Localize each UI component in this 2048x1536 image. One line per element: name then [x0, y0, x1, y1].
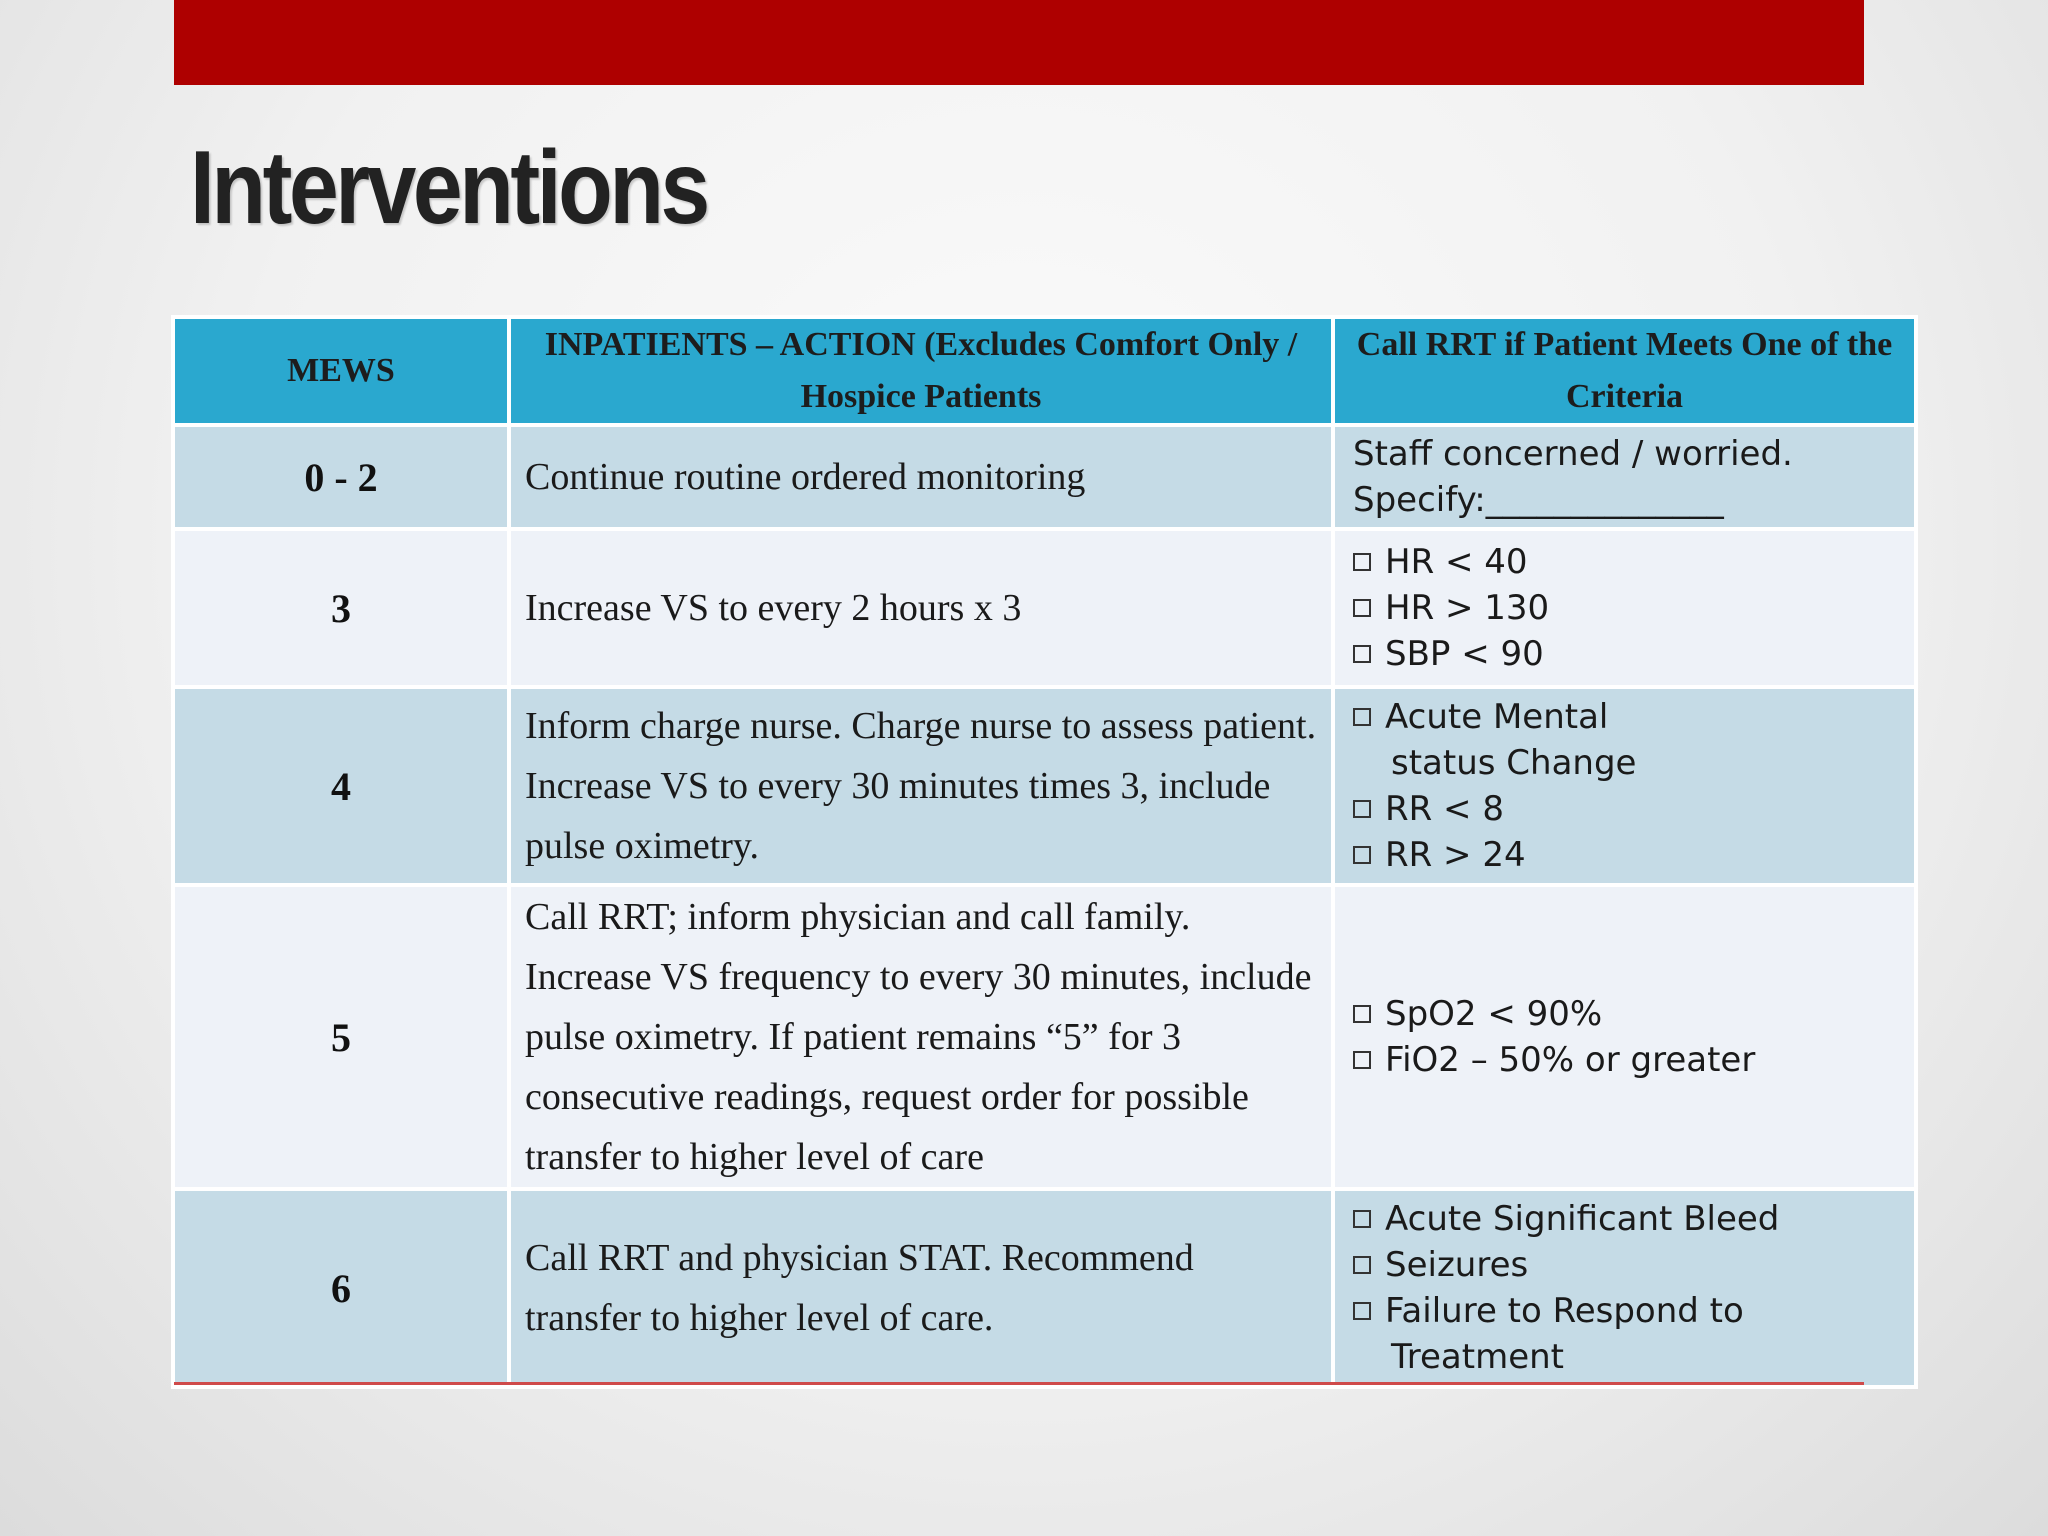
- mews-score: 4: [173, 687, 509, 885]
- checkbox-icon: [1353, 1210, 1371, 1228]
- table-row: [173, 1189, 1916, 1387]
- mews-interventions-table: [171, 315, 1918, 1389]
- action-text: Increase VS to every 2 hours x 3: [509, 529, 1333, 687]
- criteria-label: SBP < 90: [1385, 634, 1544, 674]
- header-action: INPATIENTS – ACTION (Excludes Comfort Only / Hospice Patients: [509, 317, 1333, 425]
- header-mews: MEWS: [173, 317, 509, 425]
- criteria-label: FiO2 – 50% or greater: [1385, 1040, 1756, 1080]
- criteria-label: Failure to Respond to Treatment: [1385, 1291, 1744, 1377]
- checkbox-icon: [1353, 553, 1371, 571]
- criteria-item: [1353, 1288, 1831, 1380]
- top-accent-bar: [174, 0, 1864, 85]
- criteria-label: Seizures: [1385, 1245, 1529, 1285]
- criteria-item: [1353, 631, 1904, 677]
- table-row: [173, 687, 1916, 885]
- checkbox-icon: [1353, 1051, 1371, 1069]
- table-row: [173, 529, 1916, 687]
- criteria-list: [1333, 687, 1916, 885]
- checkbox-icon: [1353, 800, 1371, 818]
- criteria-item: [1353, 1242, 1904, 1288]
- checkbox-icon: [1353, 708, 1371, 726]
- criteria-item: [1353, 585, 1904, 631]
- checkbox-icon: [1353, 599, 1371, 617]
- checkbox-icon: [1353, 1302, 1371, 1320]
- mews-score: 6: [173, 1189, 509, 1387]
- criteria-item: [1353, 539, 1904, 585]
- criteria-label: HR > 130: [1385, 588, 1550, 628]
- checkbox-icon: [1353, 1005, 1371, 1023]
- criteria-item: [1353, 694, 1691, 786]
- mews-score: 3: [173, 529, 509, 687]
- criteria-item: [1353, 1037, 1904, 1083]
- criteria-label: HR < 40: [1385, 542, 1528, 582]
- criteria-item: [1353, 1196, 1904, 1242]
- slide-title: Interventions: [190, 130, 707, 246]
- criteria-item: [1353, 991, 1904, 1037]
- action-text: Call RRT; inform physician and call family. Increase VS frequency to every 30 minutes, include pulse oximetry. If patient remains “5” for 3 consecutive readings, request order for possible transfer to higher level of care: [509, 885, 1333, 1189]
- table-row: [173, 885, 1916, 1189]
- criteria-item: [1353, 786, 1904, 832]
- mews-score: 5: [173, 885, 509, 1189]
- action-text: Inform charge nurse. Charge nurse to assess patient. Increase VS to every 30 minutes times 3, include pulse oximetry.: [509, 687, 1333, 885]
- criteria-text: Staff concerned / worried. Specify:______________: [1333, 425, 1916, 529]
- criteria-label: Acute Mental status Change: [1385, 697, 1637, 783]
- criteria-label: RR < 8: [1385, 789, 1504, 829]
- action-text: Continue routine ordered monitoring: [509, 425, 1333, 529]
- header-criteria: Call RRT if Patient Meets One of the Criteria: [1333, 317, 1916, 425]
- criteria-list: [1333, 529, 1916, 687]
- table-header-row: [173, 317, 1916, 425]
- criteria-label: Acute Significant Bleed: [1385, 1199, 1780, 1239]
- checkbox-icon: [1353, 645, 1371, 663]
- criteria-item: [1353, 832, 1904, 878]
- criteria-list: [1333, 1189, 1916, 1387]
- criteria-list: [1333, 885, 1916, 1189]
- criteria-label: RR > 24: [1385, 835, 1526, 875]
- table-row: [173, 425, 1916, 529]
- mews-score: 0 - 2: [173, 425, 509, 529]
- action-text: Call RRT and physician STAT. Recommend transfer to higher level of care.: [509, 1189, 1333, 1387]
- checkbox-icon: [1353, 846, 1371, 864]
- bottom-accent-line: [174, 1382, 1864, 1385]
- criteria-label: SpO2 < 90%: [1385, 994, 1603, 1034]
- checkbox-icon: [1353, 1256, 1371, 1274]
